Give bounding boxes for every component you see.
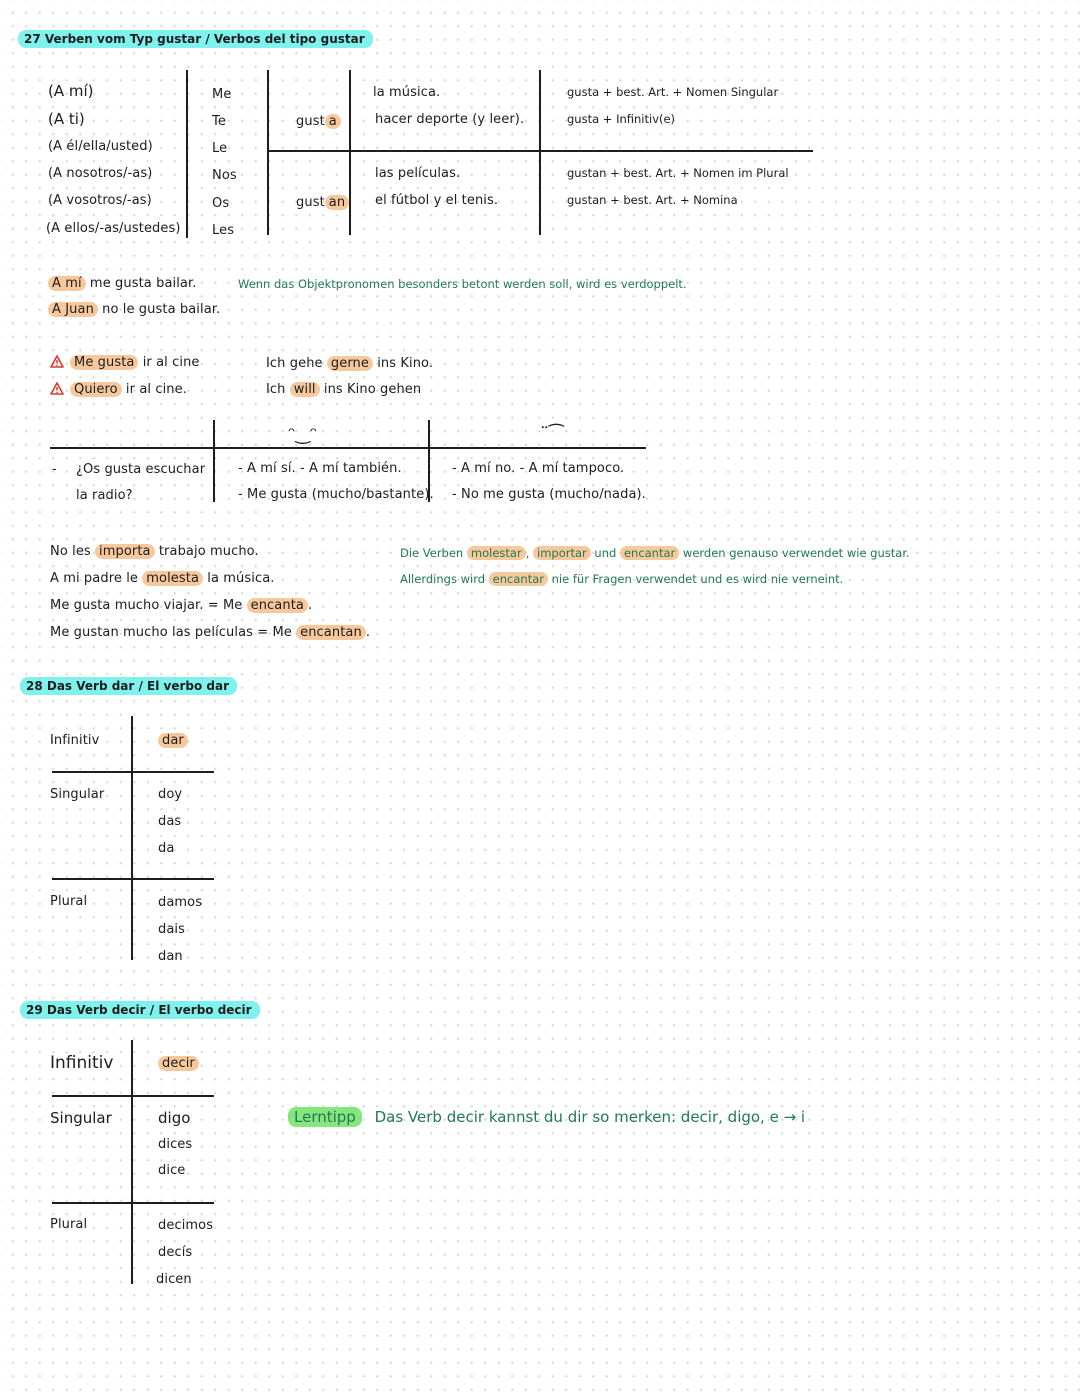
table-29-singular-label: Singular xyxy=(50,1109,112,1127)
section-28-title xyxy=(20,679,237,693)
table-29-plural-3: dicen xyxy=(156,1272,192,1287)
pronoun-les: Les xyxy=(212,223,235,238)
table-29-row-line-2 xyxy=(52,1202,214,1204)
verb-gustan xyxy=(296,195,349,210)
warning-me-gusta xyxy=(50,355,200,370)
table-29-singular-1: digo xyxy=(158,1109,191,1127)
example-encanta: Me gusta mucho viajar. = Me encanta . xyxy=(50,598,313,613)
example-a-juan-rest: no le gusta bailar. xyxy=(97,302,221,317)
person-a-ellos: (A ellos/-as/ustedes) xyxy=(46,221,181,236)
rule-gustan-nomina: gustan + best. Art. + Nomina xyxy=(567,193,738,207)
table-28-row-line-1 xyxy=(52,771,214,773)
example-encantan-highlight: encantan xyxy=(296,625,366,640)
table-28-row-line-2 xyxy=(52,878,214,880)
verb-gustan-ending: an xyxy=(325,195,349,210)
verb-gustan-stem: gust xyxy=(296,195,325,210)
table-29-infinitiv-label: Infinitiv xyxy=(50,1053,114,1073)
warning-quiero-rest: ir al cine. xyxy=(121,382,187,397)
table-28-singular-2: das xyxy=(158,814,182,829)
opinion-table-header-line xyxy=(50,447,646,449)
note-emphasis: Wenn das Objektpronomen besonders betont werden soll, wird es verdoppelt. xyxy=(238,277,687,291)
german-gerne-highlight: gerne xyxy=(327,356,373,371)
opinion-table-divider-1 xyxy=(213,420,215,502)
negative-answer-2: - No me gusta (mucho/nada). xyxy=(452,487,646,502)
verb-gusta-ending: a xyxy=(325,114,341,129)
example-a-juan-highlight: A Juan xyxy=(48,302,98,317)
warning-icon xyxy=(50,355,64,368)
example-a-mi-highlight: A mí xyxy=(48,276,86,291)
table-29-singular-3: dice xyxy=(158,1163,186,1178)
smile-icon: ᵔ‿ᵔ xyxy=(288,424,318,445)
table-28-plural-1: damos xyxy=(158,895,203,910)
table-29-vertical-line xyxy=(131,1040,133,1284)
question-line-1: ¿Os gusta escuchar xyxy=(76,462,206,477)
warning-me-gusta-highlight: Me gusta xyxy=(70,355,138,370)
person-a-mi: (A mí) xyxy=(48,82,94,100)
pronoun-te: Te xyxy=(212,114,226,129)
table-28-vertical-line xyxy=(131,716,133,960)
table-29-infinitiv: decir xyxy=(158,1056,199,1071)
object-las-peliculas: las películas. xyxy=(375,166,461,181)
warning-icon xyxy=(50,382,64,395)
example-a-juan xyxy=(48,302,220,317)
note-verbs-like-gustar: Die Verben molestar , importar und encantar werden genauso verwendet wie gustar. xyxy=(400,546,910,560)
pronoun-le: Le xyxy=(212,141,228,156)
positive-answer-2: - Me gusta (mucho/bastante). xyxy=(238,487,434,502)
rule-gustan-plural: gustan + best. Art. + Nomen im Plural xyxy=(567,166,789,180)
question-line-2: la radio? xyxy=(76,488,133,503)
example-encantan: Me gustan mucho las películas = Me encantan . xyxy=(50,625,371,640)
person-a-nosotros: (A nosotros/-as) xyxy=(48,166,153,181)
rule-gusta-noun: gusta + best. Art. + Nomen Singular xyxy=(567,85,779,99)
verb-gusta-stem: gust xyxy=(296,114,325,129)
table-28-plural-label: Plural xyxy=(50,894,88,909)
person-a-vosotros: (A vosotros/-as) xyxy=(48,193,152,208)
table-28-singular-label: Singular xyxy=(50,787,105,802)
frown-icon: ¨⁀ xyxy=(540,424,564,445)
object-futbol-tenis: el fútbol y el tenis. xyxy=(375,193,499,208)
rule-gusta-infinitive: gusta + Infinitiv(e) xyxy=(567,112,676,126)
table-28-infinitiv: dar xyxy=(158,733,188,748)
table-29-row-line-1 xyxy=(52,1095,214,1097)
section-29-title xyxy=(20,1003,260,1017)
object-la-musica: la música. xyxy=(373,85,441,100)
example-a-mi xyxy=(48,276,196,291)
table-27-divider-1 xyxy=(186,70,188,238)
example-importa: No les importa trabajo mucho. xyxy=(50,544,259,559)
example-molesta-highlight: molesta xyxy=(142,571,203,586)
object-hacer-deporte: hacer deporte (y leer). xyxy=(375,112,525,127)
learning-tip-text: Das Verb decir kannst du dir so merken: decir, digo, e → i xyxy=(374,1108,806,1126)
question-dash: - xyxy=(52,462,57,477)
pronoun-me: Me xyxy=(212,87,232,102)
learning-tip xyxy=(288,1108,805,1126)
warning-me-gusta-rest: ir al cine xyxy=(138,355,200,370)
example-importa-highlight: importa xyxy=(95,544,155,559)
section-27-title xyxy=(18,32,373,46)
table-29-plural-1: decimos xyxy=(158,1218,214,1233)
table-28-infinitiv-label: Infinitiv xyxy=(50,733,100,748)
section-27-title-text: 27 Verben vom Typ gustar / Verbos del tipo gustar xyxy=(18,30,373,48)
german-will: Ich will ins Kino gehen xyxy=(266,382,422,397)
example-encanta-highlight: encanta xyxy=(247,598,308,613)
table-28-singular-1: doy xyxy=(158,787,183,802)
person-a-el: (A él/ella/usted) xyxy=(48,139,153,154)
section-28-title-text: 28 Das Verb dar / El verbo dar xyxy=(20,677,237,695)
table-28-plural-2: dais xyxy=(158,922,186,937)
table-28-plural-3: dan xyxy=(158,949,183,964)
table-28-singular-3: da xyxy=(158,841,175,856)
person-a-ti: (A ti) xyxy=(48,110,85,128)
negative-answer-1: - A mí no. - A mí tampoco. xyxy=(452,461,625,476)
table-27-divider-2 xyxy=(267,70,269,235)
warning-quiero xyxy=(50,382,187,397)
table-29-plural-2: decís xyxy=(158,1245,193,1260)
table-27-divider-4 xyxy=(539,70,541,235)
pronoun-nos: Nos xyxy=(212,168,237,183)
example-molesta: A mi padre le molesta la música. xyxy=(50,571,275,586)
verb-gusta xyxy=(296,114,341,129)
pronoun-os: Os xyxy=(212,196,230,211)
german-will-highlight: will xyxy=(290,382,320,397)
table-27-divider-3 xyxy=(349,70,351,235)
table-27-row-divider xyxy=(268,150,813,152)
positive-answer-1: - A mí sí. - A mí también. xyxy=(238,461,402,476)
note-encantar: Allerdings wird encantar nie für Fragen verwendet und es wird nie verneint. xyxy=(400,572,844,586)
table-29-singular-2: dices xyxy=(158,1137,193,1152)
german-gerne: Ich gehe gerne ins Kino. xyxy=(266,356,434,371)
table-29-plural-label: Plural xyxy=(50,1217,88,1232)
learning-tip-label: Lerntipp xyxy=(288,1107,362,1127)
warning-quiero-highlight: Quiero xyxy=(70,382,122,397)
example-a-mi-rest: me gusta bailar. xyxy=(85,276,197,291)
section-29-title-text: 29 Das Verb decir / El verbo decir xyxy=(20,1001,260,1019)
